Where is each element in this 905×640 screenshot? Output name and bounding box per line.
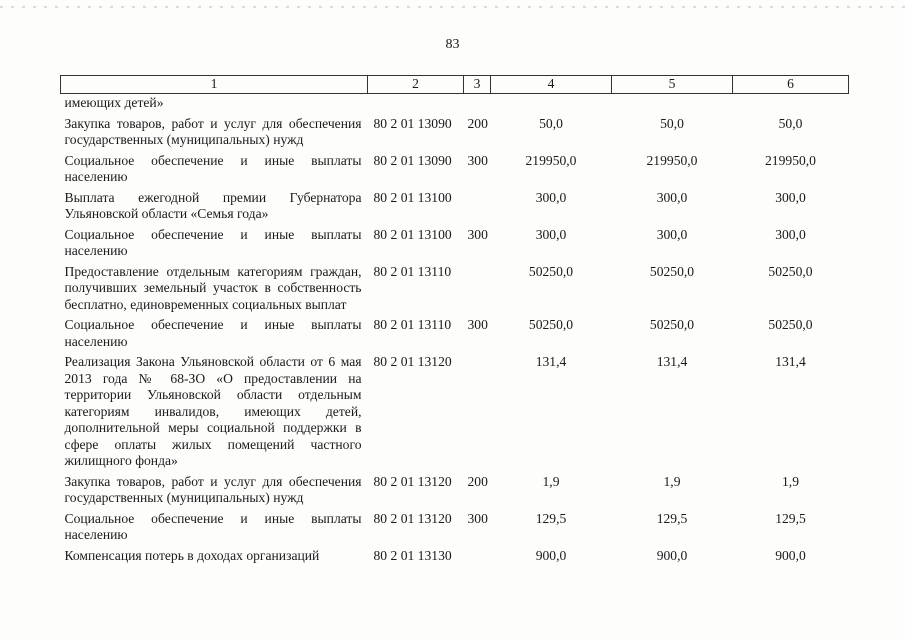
row-expense-type: 300 (467, 510, 488, 526)
row-value-6: 129,5 (775, 510, 806, 526)
row-name: Социальное обеспечение и иные выплаты населению (64, 226, 362, 258)
row-expense-type: 200 (467, 473, 488, 489)
table-row (61, 470, 849, 507)
row-value-4: 50250,0 (528, 263, 574, 279)
row-name: Выплата ежегодной премии Губернатора Ульяновской области «Семья года» (64, 189, 362, 221)
header-cell-3: 3 (464, 76, 491, 94)
table-row (61, 544, 849, 565)
scan-top-edge (0, 6, 905, 8)
row-value-4: 300,0 (535, 189, 567, 205)
table-row (61, 223, 849, 260)
row-value-5: 129,5 (656, 510, 688, 526)
row-code: 80 2 01 13120 (373, 473, 452, 489)
row-value-4: 50250,0 (528, 317, 574, 332)
row-value-5: 300,0 (656, 226, 688, 242)
table-row (61, 149, 849, 186)
row-value-4: 1,9 (542, 473, 560, 489)
header-row (61, 76, 849, 94)
row-value-6 (733, 94, 849, 112)
row-value-5: 1,9 (663, 473, 681, 489)
table-row (61, 260, 849, 314)
row-value-5: 50,0 (660, 115, 684, 131)
row-value-6: 1,9 (782, 473, 799, 489)
row-name: Социальное обеспечение и иные выплаты населению (64, 510, 362, 542)
table-row (61, 94, 849, 112)
page-number: 83 (445, 37, 460, 52)
row-expense-type (464, 94, 491, 112)
row-code: 80 2 01 13100 (373, 226, 452, 242)
row-value-6: 50250,0 (768, 263, 813, 279)
row-expense-type (464, 544, 491, 565)
row-value-4 (491, 94, 612, 112)
row-value-4: 300,0 (535, 226, 567, 242)
header-cell-5: 5 (612, 76, 733, 94)
row-name: Социальное обеспечение и иные выплаты населению (64, 152, 362, 184)
row-value-4: 50,0 (539, 115, 563, 131)
header-cell-4: 4 (491, 76, 612, 94)
row-value-5: 50250,0 (649, 317, 695, 332)
table-row (61, 112, 849, 149)
budget-table (60, 75, 849, 564)
row-value-6: 50250,0 (768, 317, 813, 332)
row-value-6: 300,0 (775, 189, 806, 205)
row-expense-type: 300 (467, 226, 488, 242)
row-code (368, 94, 464, 112)
row-value-4: 131,4 (535, 354, 567, 369)
row-expense-type (464, 350, 491, 470)
row-value-6: 50,0 (778, 115, 803, 131)
table-row (61, 507, 849, 544)
row-value-5: 900,0 (656, 547, 688, 563)
row-name: Закупка товаров, работ и услуг для обеспечения государственных (муниципальных) нужд (64, 115, 362, 147)
row-name: Компенсация потерь в доходах организаций (64, 547, 320, 563)
row-code: 80 2 01 13120 (373, 354, 452, 369)
row-code: 80 2 01 13090 (373, 152, 452, 168)
row-expense-type: 300 (467, 317, 488, 332)
row-code: 80 2 01 13110 (373, 317, 452, 332)
row-code: 80 2 01 13090 (373, 115, 452, 131)
row-code: 80 2 01 13100 (373, 189, 452, 205)
row-code: 80 2 01 13120 (373, 510, 452, 526)
row-value-6: 300,0 (775, 226, 806, 242)
row-expense-type: 200 (467, 115, 488, 131)
row-value-6: 900,0 (775, 547, 806, 563)
row-code: 80 2 01 13110 (373, 263, 452, 279)
row-expense-type: 300 (467, 152, 488, 168)
row-name: имеющих детей» (64, 95, 164, 110)
row-expense-type (464, 260, 491, 314)
header-cell-6: 6 (733, 76, 849, 94)
row-name: Социальное обеспечение и иные выплаты населению (64, 317, 362, 349)
row-value-6: 219950,0 (765, 152, 816, 168)
row-name: Реализация Закона Ульяновской области от 6 мая 2013 года № 68-ЗО «О предоставлении на территории Ульяновской области отдельным категориям инвалидов, имеющих детей, дополнительной меры социальной поддержки в сфере оплаты жилых помещений частного жилищного фонда» (64, 354, 362, 468)
header-cell-1: 1 (61, 76, 368, 94)
row-value-5: 50250,0 (649, 263, 695, 279)
row-expense-type (464, 186, 491, 223)
row-value-5 (612, 94, 733, 112)
row-value-5: 300,0 (656, 189, 688, 205)
row-value-6: 131,4 (775, 354, 806, 369)
header-cell-2: 2 (368, 76, 464, 94)
table-row (61, 186, 849, 223)
row-value-5: 131,4 (656, 354, 688, 369)
row-code: 80 2 01 13130 (373, 547, 452, 563)
row-value-4: 219950,0 (525, 152, 577, 168)
row-name: Предоставление отдельным категориям граждан, получивших земельный участок в собственность бесплатно, единовременных социальных выплат (64, 263, 362, 312)
table-row (61, 350, 849, 470)
row-name: Закупка товаров, работ и услуг для обеспечения государственных (муниципальных) нужд (64, 473, 362, 505)
row-value-4: 129,5 (535, 510, 567, 526)
table-row (61, 313, 849, 350)
row-value-4: 900,0 (535, 547, 567, 563)
row-value-5: 219950,0 (646, 152, 698, 168)
